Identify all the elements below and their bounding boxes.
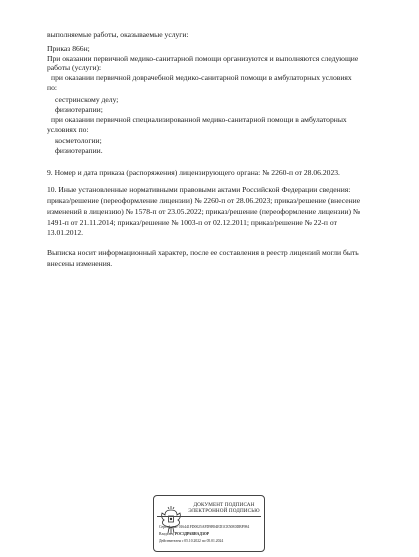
electronic-signature-stamp	[153, 495, 265, 552]
text-line: работы (услуги):	[47, 63, 102, 72]
text-line: при оказании первичной специализированной медико-санитарной помощи в амбулаторных	[51, 115, 347, 124]
section-9-text: 9. Номер и дата приказа (распоряжения) лицензирующего органа: № 2260-п от 28.06.2023.	[47, 168, 340, 177]
text-line: при оказании первичной доврачебной медико-санитарной помощи в амбулаторных условиях	[51, 73, 352, 82]
text-line: Приказ 866н;	[47, 44, 90, 53]
text-line: изменений в лицензию) № 1578-п от 23.05.2022; приказ/решение (переоформление лицензии) №	[47, 207, 361, 216]
certificate-owner: Владелец РОСЗДРАВНАДЗОР	[159, 532, 210, 536]
disclaimer-text: Выписка носит информационный характер, после ее составления в реестр лицензий могли быть	[47, 248, 359, 257]
text-line: косметологии;	[55, 136, 102, 145]
stamp-title: ДОКУМЕНТ ПОДПИСАН ЭЛЕКТРОННОЙ ПОДПИСЬЮ	[188, 502, 260, 514]
text-line: выполняемые работы, оказываемые услуги:	[47, 30, 189, 39]
certificate-number: Сертификат 016441FD0025AFD9B94ED1CE50E0DBF984	[159, 525, 250, 529]
stamp-divider	[157, 516, 261, 517]
text-line: При оказании первичной медико-санитарной помощи организуются и выполняются следующие	[47, 54, 359, 63]
certificate-validity: Действителен с 05.10.2022 по 05.01.2024	[159, 539, 224, 543]
text-line: 13.01.2012.	[47, 228, 84, 237]
text-line: 1491-п от 21.11.2014; приказ/решение № 1003-п от 02.12.2011; приказ/решение № 22-п от	[47, 218, 337, 227]
text-line: по:	[47, 83, 57, 92]
text-line: условиях по:	[47, 125, 89, 134]
text-line: физиотерапии.	[55, 146, 103, 155]
text-line: внесены изменения.	[47, 259, 113, 268]
text-line: физиотерапии;	[55, 105, 103, 114]
section-10-text: 10. Иные установленные нормативными правовыми актами Российской Федерации сведения:	[47, 185, 351, 194]
text-line: сестринскому делу;	[55, 95, 119, 104]
text-line: приказ/решение (переоформление лицензии) № 2260-п от 28.06.2023; приказ/решение (внесение	[47, 196, 361, 205]
